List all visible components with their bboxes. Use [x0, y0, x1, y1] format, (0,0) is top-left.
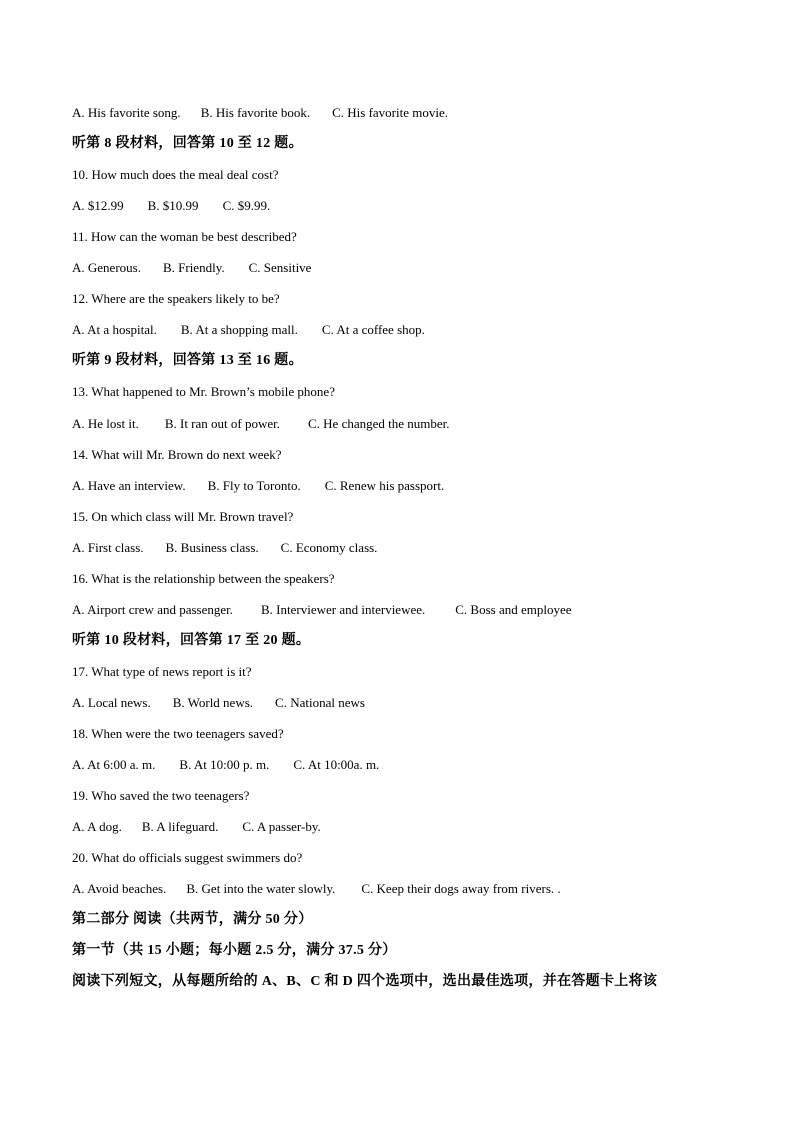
section-heading: 听第 9 段材料，回答第 13 至 16 题。 [72, 353, 303, 368]
answer-options [72, 819, 321, 835]
answer-option: C. A passer-by. [242, 819, 321, 834]
answer-option: B. Friendly. [162, 260, 225, 275]
answer-options [72, 540, 377, 556]
answer-option: C. Keep their dogs away from rivers. . [361, 881, 561, 896]
question-text: 16. What is the relationship between the speakers? [72, 571, 335, 586]
question-text: 18. When were the two teenagers saved? [72, 726, 284, 741]
section-heading: 听第 10 段材料，回答第 17 至 20 题。 [72, 633, 311, 648]
answer-option: B. A lifeguard. [141, 819, 219, 834]
question-text: 12. Where are the speakers likely to be? [72, 291, 280, 306]
answer-option: C. His favorite movie. [332, 105, 448, 120]
section-heading: 阅读下列短文，从每题所给的 A、B、C 和 D 四个选项中，选出最佳选项，并在答题卡上将该 [72, 974, 658, 989]
question-text: 17. What type of news report is it? [72, 664, 252, 679]
answer-option: A. His favorite song. [72, 105, 181, 120]
answer-options [72, 260, 311, 276]
answer-options [72, 757, 379, 773]
answer-option: A. $12.99 [72, 198, 124, 213]
answer-option: C. National news [275, 695, 365, 710]
question-text: 14. What will Mr. Brown do next week? [72, 447, 282, 462]
answer-option: C. At a coffee shop. [321, 322, 425, 337]
answer-option: B. World news. [172, 695, 254, 710]
question-text: 13. What happened to Mr. Brown’s mobile phone? [72, 384, 335, 399]
answer-option: B. $10.99 [147, 198, 199, 213]
answer-option: B. At a shopping mall. [180, 322, 298, 337]
answer-option: A. First class. [72, 540, 144, 555]
answer-option: A. Local news. [72, 695, 151, 710]
answer-option: C. At 10:00a. m. [293, 757, 380, 772]
answer-option: B. Business class. [165, 540, 259, 555]
answer-option: B. At 10:00 p. m. [179, 757, 270, 772]
answer-option: A. Airport crew and passenger. [72, 602, 234, 617]
answer-options [72, 322, 425, 338]
answer-options [72, 881, 561, 897]
answer-options [72, 602, 572, 618]
question-text: 19. Who saved the two teenagers? [72, 788, 250, 803]
answer-option: A. He lost it. [72, 416, 139, 431]
answer-option: C. Boss and employee [455, 602, 572, 617]
answer-option: C. Sensitive [248, 260, 312, 275]
section-heading: 第一节（共 15 小题；每小题 2.5 分，满分 37.5 分） [72, 943, 397, 958]
answer-option: C. $9.99. [222, 198, 271, 213]
answer-option: B. His favorite book. [200, 105, 311, 120]
answer-options [72, 695, 365, 711]
section-title: 第二部分 阅读（共两节，满分 50 分） [72, 912, 313, 927]
answer-option: A. At 6:00 a. m. [72, 757, 156, 772]
answer-option: B. Get into the water slowly. [186, 881, 336, 896]
answer-option: A. Avoid beaches. [72, 881, 167, 896]
answer-options [72, 105, 448, 121]
answer-option: A. At a hospital. [72, 322, 157, 337]
answer-options [72, 198, 270, 214]
answer-option: B. Interviewer and interviewee. [261, 602, 426, 617]
answer-option: C. Renew his passport. [324, 478, 445, 493]
answer-option: A. Generous. [72, 260, 141, 275]
answer-option: C. He changed the number. [307, 416, 450, 431]
question-text: 15. On which class will Mr. Brown travel? [72, 509, 294, 524]
answer-option: B. Fly to Toronto. [207, 478, 301, 493]
question-text: 10. How much does the meal deal cost? [72, 167, 279, 182]
answer-option: C. Economy class. [280, 540, 378, 555]
section-heading: 听第 8 段材料，回答第 10 至 12 题。 [72, 136, 303, 151]
question-text: 20. What do officials suggest swimmers do? [72, 850, 303, 865]
answer-options [72, 416, 450, 432]
answer-option: A. Have an interview. [72, 478, 186, 493]
answer-option: B. It ran out of power. [164, 416, 280, 431]
answer-option: A. A dog. [72, 819, 122, 834]
answer-options [72, 478, 444, 494]
question-text: 11. How can the woman be best described? [72, 229, 297, 244]
